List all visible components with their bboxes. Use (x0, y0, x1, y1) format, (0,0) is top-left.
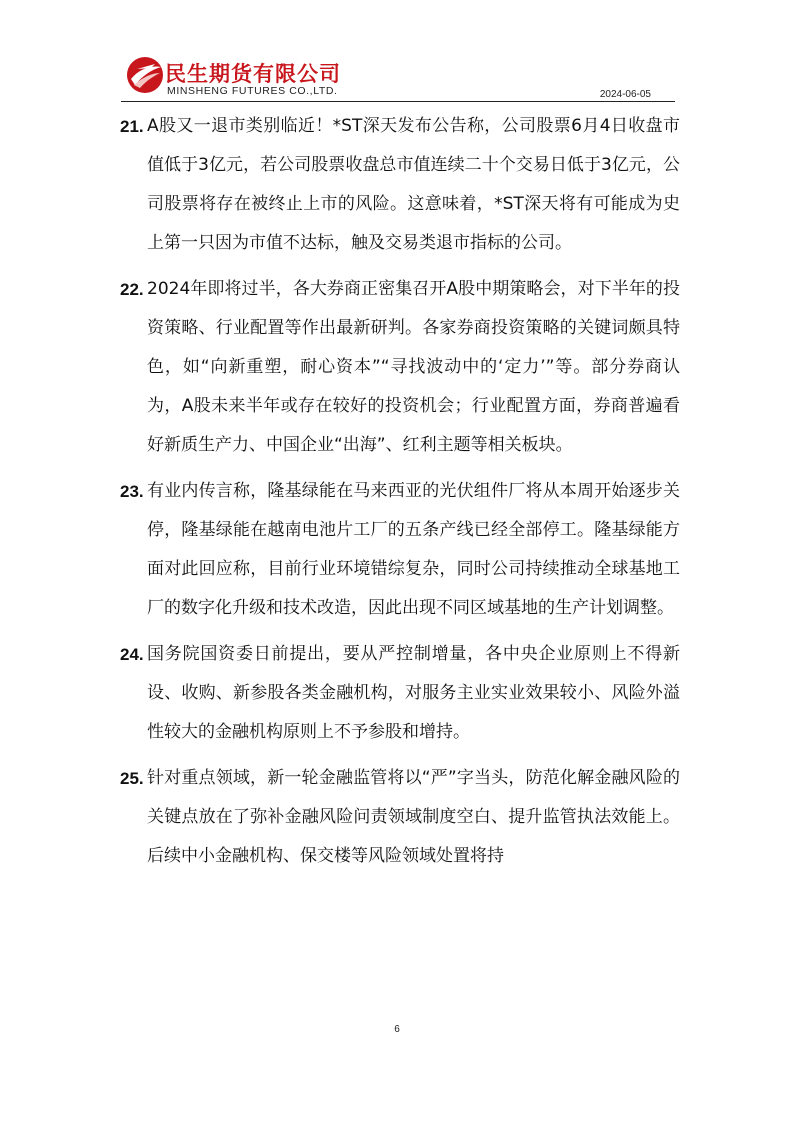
news-item-21 (120, 107, 680, 263)
news-item-text: 有业内传言称，隆基绿能在马来西亚的光伏组件厂将从本周开始逐步关停，隆基绿能在越南电池片工厂的五条产线已经全部停工。隆基绿能方面对此回应称，目前行业环境错综复杂，同时公司持续推动全球基地工厂的数字化升级和技术改造，因此出现不同区域基地的生产计划调整。 (147, 481, 680, 618)
news-item-number: 21. (120, 117, 144, 136)
news-item-24 (120, 635, 680, 752)
news-list (120, 107, 680, 883)
company-logo-icon (125, 55, 165, 95)
header-divider (121, 101, 675, 102)
news-item-number: 23. (120, 482, 144, 501)
report-date: 2024-06-05 (599, 89, 651, 100)
news-item-text: 国务院国资委日前提出，要从严控制增量，各中央企业原则上不得新设、收购、新参股各类金融机构，对服务主业实业效果较小、风险外溢性较大的金融机构原则上不予参股和增持。 (147, 644, 680, 742)
news-item-23 (120, 472, 680, 628)
news-item-number: 24. (120, 645, 144, 664)
news-item-number: 25. (120, 769, 144, 788)
news-item-text: A股又一退市类别临近！*ST深天发布公告称，公司股票6月4日收盘市值低于3亿元，若公司股票收盘总市值连续二十个交易日低于3亿元，公司股票将存在被终止上市的风险。这意味着，*ST深天将有可能成为史上第一只因为市值不达标，触及交易类退市指标的公司。 (147, 116, 680, 253)
news-item-text: 2024年即将过半，各大券商正密集召开A股中期策略会，对下半年的投资策略、行业配置等作出最新研判。各家券商投资策略的关键词颇具特色，如“向新重塑，耐心资本”“寻找波动中的‘定力’”等。部分券商认为，A股未来半年或存在较好的投资机会；行业配置方面，券商普遍看好新质生产力、中国企业“出海”、红利主题等相关板块。 (147, 279, 680, 455)
company-name-cn: 民生期货有限公司 (165, 62, 341, 86)
company-name-en: MINSHENG FUTURES CO.,LTD. (167, 85, 338, 97)
page-header (121, 52, 675, 102)
news-item-22 (120, 270, 680, 465)
page-number: 6 (394, 1024, 400, 1035)
news-item-text: 针对重点领域，新一轮金融监管将以“严”字当头，防范化解金融风险的关键点放在了弥补金融风险问责领域制度空白、提升监管执法效能上。后续中小金融机构、保交楼等风险领域处置将持 (147, 768, 680, 866)
news-item-number: 22. (120, 280, 144, 299)
news-item-25 (120, 759, 680, 876)
